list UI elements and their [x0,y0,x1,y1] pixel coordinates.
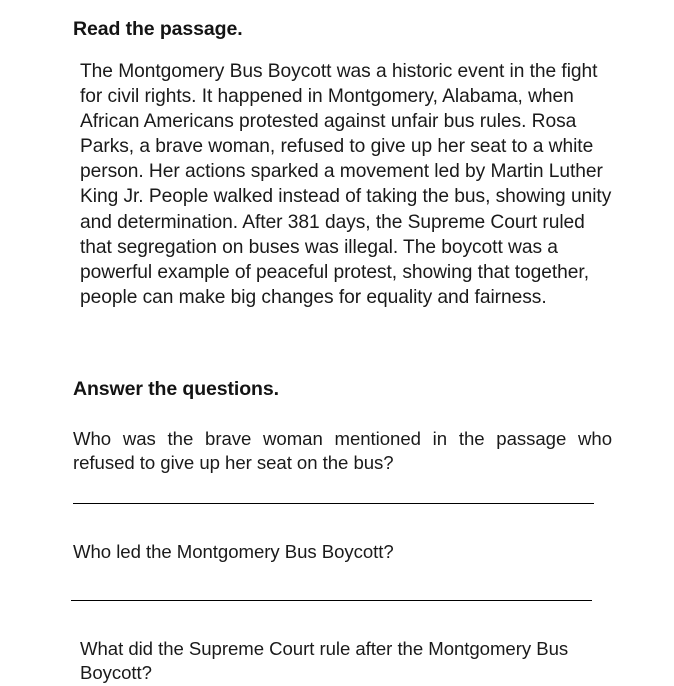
question-3-text: What did the Supreme Court rule after the Montgomery Bus Boycott? [80,638,569,684]
answer-line-question-2[interactable] [71,600,592,601]
question-1-text: Who was the brave woman mentioned in the passage who refused to give up her seat on the bus? [73,428,612,474]
passage-text: The Montgomery Bus Boycott was a historic event in the fight for civil rights. It happened in Montgomery, Alabama, when African Americans protested against unfair bus rules. Rosa Parks, a brave woman, refused to give up her seat to a white person. Her actions sparked a movement led by Martin Luther King Jr. People walked instead of taking the bus, showing unity and determination. After 381 days, the Supreme Court ruled that segregation on buses was illegal. The boycott was a powerful example of peaceful protest, showing that together, people can make big changes for equality and fairness. [80,61,612,308]
read-passage-heading: Read the passage. [73,18,243,40]
answer-line-question-1[interactable] [73,503,594,504]
answer-questions-heading: Answer the questions. [73,378,279,400]
question-2-text: Who led the Montgomery Bus Boycott? [73,541,394,562]
